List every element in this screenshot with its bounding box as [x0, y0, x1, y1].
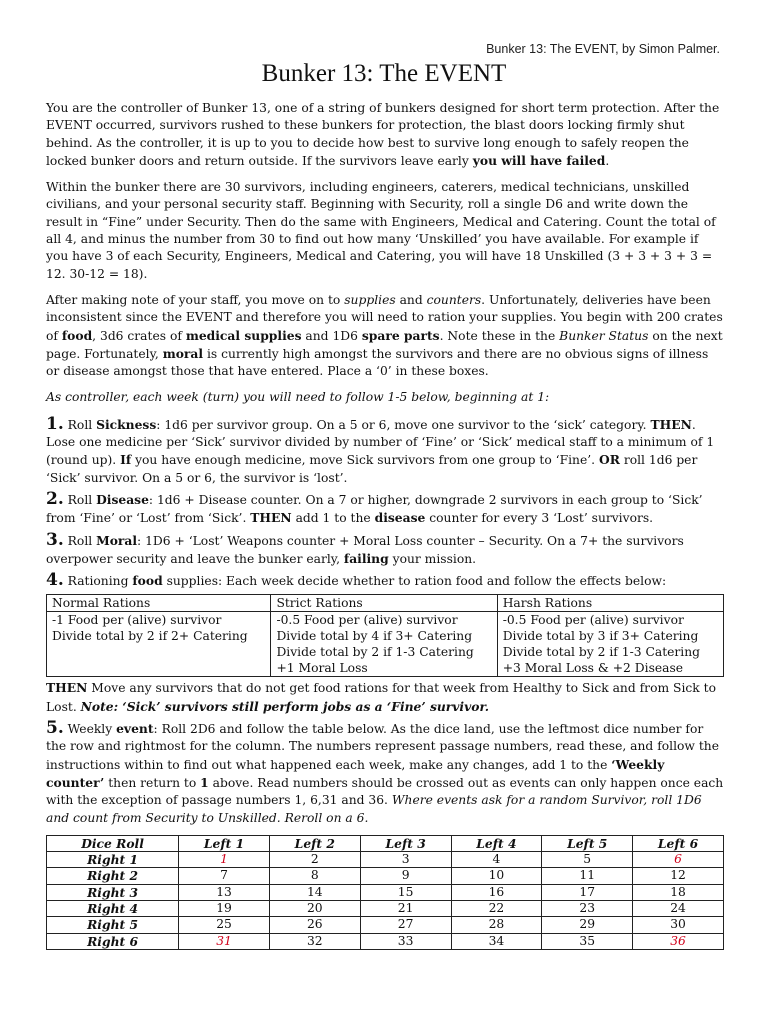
bold-text: THEN [46, 680, 88, 696]
text: add 1 to the [291, 511, 375, 526]
strict-rations-cell [271, 612, 497, 677]
dice-row-header: Right 6 [47, 933, 179, 949]
rations-header: Normal Rations [47, 595, 271, 612]
step-5 [46, 720, 724, 827]
text: . Note these in the [439, 328, 560, 343]
dice-cell: 20 [269, 900, 360, 916]
rations-header: Strict Rations [271, 595, 497, 612]
text: : 1d6 + Disease counter. On a 7 or higher, downgrade 2 survivors in each group to ‘Sick’ from ‘Fine’ or ‘Lost’ from ‘Sick’. [46, 492, 703, 526]
text: you have enough medicine, move Sick survivors from one group to ‘Fine’. [131, 453, 599, 468]
note-text: Note: ‘Sick’ survivors still perform jobs as a ‘Fine’ survivor. [80, 698, 490, 714]
dice-cell: 9 [360, 868, 451, 884]
dice-cell: 5 [542, 852, 633, 868]
text: then return to [104, 775, 201, 790]
supplies-paragraph [46, 292, 724, 380]
dice-cell: 27 [360, 917, 451, 933]
text: Move any survivors that do not get food rations for that week from Healthy to Sick and from Sick to Lost. [46, 681, 716, 714]
bold-text: failing [343, 550, 389, 566]
dice-row-header: Right 3 [47, 884, 179, 900]
step-number: 2. [46, 488, 64, 509]
dice-cell: 24 [633, 900, 724, 916]
step-number: 5. [46, 718, 64, 739]
dice-cell: 11 [542, 868, 633, 884]
rule-line: Divide total by 2 if 1-3 Catering [276, 645, 474, 660]
dice-cell: 2 [269, 852, 360, 868]
rations-followup [46, 679, 724, 716]
dice-col-header: Left 2 [269, 835, 360, 851]
dice-row [47, 852, 724, 868]
bold-text: medical supplies [185, 327, 302, 343]
dice-cell: 26 [269, 917, 360, 933]
dice-cell: 4 [451, 852, 542, 868]
text: is currently high amongst the survivors and there are no obvious signs of illness or disease amongst those that have entered. Place a ‘0’ in these boxes. [46, 346, 709, 379]
rule-line: +1 Moral Loss [276, 661, 368, 676]
dice-corner: Dice Roll [47, 835, 179, 851]
dice-cell: 35 [542, 933, 633, 949]
rule-line: Divide total by 2 if 1-3 Catering [502, 645, 701, 660]
text: Roll [63, 417, 97, 432]
dice-cell: 14 [269, 884, 360, 900]
bold-text: ‘Weekly counter’ [46, 756, 665, 790]
step-number: 3. [46, 529, 64, 550]
italic-text: Bunker Status [559, 328, 649, 343]
dice-cell: 7 [179, 868, 270, 884]
dice-cell-highlight: 31 [179, 933, 270, 949]
bold-text: Disease [96, 491, 149, 507]
dice-cell: 17 [542, 884, 633, 900]
rule-line: Divide total by 2 if 2+ Catering [52, 629, 248, 644]
text: and [395, 292, 427, 307]
rule-line: -1 Food per (alive) survivor [52, 613, 222, 628]
text: above. Read numbers should be crossed out as events can only happen once each with the exception of passage numbers 1, 6,31 and 36. [46, 775, 724, 808]
bold-text: food [61, 327, 93, 343]
bold-text: OR [598, 452, 620, 468]
rule-line: Divide total by 4 if 3+ Catering [276, 629, 473, 644]
text: Weekly [63, 722, 117, 737]
step-2 [46, 488, 724, 528]
rule-line: -0.5 Food per (alive) survivor [276, 613, 458, 628]
text: supplies: Each week decide whether to ration food and follow the effects below: [162, 574, 667, 589]
bold-text: If [120, 452, 132, 468]
dice-cell: 29 [542, 917, 633, 933]
dice-cell: 16 [451, 884, 542, 900]
bold-text: THEN [250, 510, 292, 526]
dice-row [47, 933, 724, 949]
dice-cell: 34 [451, 933, 542, 949]
bold-text: you will have failed [472, 152, 606, 168]
dice-row [47, 868, 724, 884]
text: your mission. [388, 551, 477, 566]
dice-cell: 32 [269, 933, 360, 949]
dice-cell: 19 [179, 900, 270, 916]
dice-cell: 15 [360, 884, 451, 900]
dice-header-row [47, 835, 724, 851]
step-number: 1. [46, 413, 64, 434]
italic-text: supplies [344, 292, 396, 307]
rations-header: Harsh Rations [497, 595, 723, 612]
text: . [605, 153, 610, 168]
dice-cell: 30 [633, 917, 724, 933]
dice-cell: 18 [633, 884, 724, 900]
text: on the next page. Fortunately, [46, 328, 723, 361]
harsh-rations-cell [497, 612, 723, 677]
dice-col-header: Left 6 [633, 835, 724, 851]
dice-row [47, 900, 724, 916]
italic-text: counters [426, 292, 482, 307]
text: counter for every 3 ‘Lost’ survivors. [425, 511, 654, 526]
dice-cell-highlight: 1 [179, 852, 270, 868]
bold-text: THEN [650, 416, 692, 432]
bold-text: moral [162, 345, 204, 361]
dice-cell: 25 [179, 917, 270, 933]
dice-cell: 33 [360, 933, 451, 949]
turn-intro: As controller, each week (turn) you will need to follow 1-5 below, beginning at 1: [46, 390, 550, 405]
dice-cell: 12 [633, 868, 724, 884]
bold-text: Moral [96, 532, 138, 548]
dice-row-header: Right 1 [47, 852, 179, 868]
normal-rations-cell [47, 612, 271, 677]
dice-cell: 21 [360, 900, 451, 916]
rations-header-row [47, 595, 724, 612]
text: Roll [63, 492, 97, 507]
text: : Roll 2D6 and follow the table below. As the dice land, use the leftmost dice number for the row and rightmost for the column. The numbers represent passage numbers, read these, and follow the instructions within to find out what happened each week, make any changes, add 1 to the [46, 722, 719, 772]
text: You are the controller of Bunker 13, one of a string of bunkers designed for short term protection. After the EVENT occurred, survivors rushed to these bunkers for protection, the blast doors locking firmly shut behind. As the controller, it is up to you to decide how best to survive long enough to safely reopen the locked bunker doors and return outside. If the survivors leave early [46, 101, 720, 168]
text: . Unfortunately, deliveries have been inconsistent since the EVENT and therefore you will need to ration your supplies. You begin with 200 crates of [46, 292, 723, 343]
text: , 3d6 crates of [92, 328, 186, 343]
bold-text: Sickness [96, 416, 157, 432]
text: Roll [63, 533, 97, 548]
text: : 1d6 per survivor group. On a 5 or 6, move one survivor to the ‘sick’ category. [156, 417, 651, 432]
dice-row [47, 884, 724, 900]
rule-line: +3 Moral Loss & +2 Disease [502, 661, 684, 676]
dice-cell-highlight: 6 [633, 852, 724, 868]
dice-cell: 23 [542, 900, 633, 916]
byline: Bunker 13: The EVENT, by Simon Palmer. [486, 42, 720, 56]
dice-row-header: Right 5 [47, 917, 179, 933]
survivors-paragraph: Within the bunker there are 30 survivors, including engineers, caterers, medical technicians, unskilled civilians, and your personal security staff. Beginning with Security, roll a single D6 and write down the result in “Fine” under Security. Then do the same with Engineers, Medical and Catering. Count the total of all 4, and minus the number from 30 to find out how many ‘Unskilled’ you have available. For example if you have 3 of each Security, Engineers, Medical and Catering, you will have 18 Unskilled (3 + 3 + 3 + 3 = 12. 30-12 = 18). [46, 180, 716, 281]
text: After making note of your staff, you move on to [46, 292, 345, 307]
intro-paragraph [46, 100, 724, 170]
document-body [46, 100, 724, 950]
dice-col-header: Left 1 [179, 835, 270, 851]
page-title: Bunker 13: The EVENT [261, 60, 507, 87]
bold-text: disease [374, 510, 426, 526]
dice-cell: 28 [451, 917, 542, 933]
dice-row [47, 917, 724, 933]
step-3 [46, 529, 724, 569]
text: : 1D6 + ‘Lost’ Weapons counter + Moral Loss counter – Security. On a 7+ the survivors overpower security and leave the bunker early, [46, 533, 684, 566]
text: . Lose one medicine per ‘Sick’ survivor divided by number of ‘Fine’ or ‘Sick’ medical staff to a minimum of 1 (round up). [46, 417, 715, 468]
bold-text: food [132, 573, 163, 589]
bold-text: 1 [200, 774, 209, 790]
rations-table [46, 594, 724, 677]
dice-cell: 10 [451, 868, 542, 884]
dice-table [46, 835, 724, 950]
rule-line: Divide total by 3 if 3+ Catering [502, 629, 699, 644]
dice-col-header: Left 3 [360, 835, 451, 851]
step-1 [46, 413, 724, 487]
italic-text: Where events ask for a random Survivor, roll 1D6 and count from Security to Unskilled. Reroll on a 6. [46, 793, 702, 825]
bold-text: event [116, 721, 154, 737]
dice-cell-highlight: 36 [633, 933, 724, 949]
step-number: 4. [46, 570, 64, 591]
rule-line: -0.5 Food per (alive) survivor [502, 613, 684, 628]
dice-cell: 22 [451, 900, 542, 916]
rations-body-row [47, 612, 724, 677]
dice-row-header: Right 4 [47, 900, 179, 916]
dice-row-header: Right 2 [47, 868, 179, 884]
text: and 1D6 [301, 328, 362, 343]
dice-cell: 3 [360, 852, 451, 868]
text: Rationing [63, 574, 133, 589]
step-4 [46, 572, 724, 590]
dice-col-header: Left 4 [451, 835, 542, 851]
dice-cell: 8 [269, 868, 360, 884]
bold-text: spare parts [361, 327, 440, 343]
dice-cell: 13 [179, 884, 270, 900]
text: roll 1d6 per ‘Sick’ survivor. On a 5 or 6, the survivor is ‘lost’. [46, 453, 698, 485]
dice-col-header: Left 5 [542, 835, 633, 851]
